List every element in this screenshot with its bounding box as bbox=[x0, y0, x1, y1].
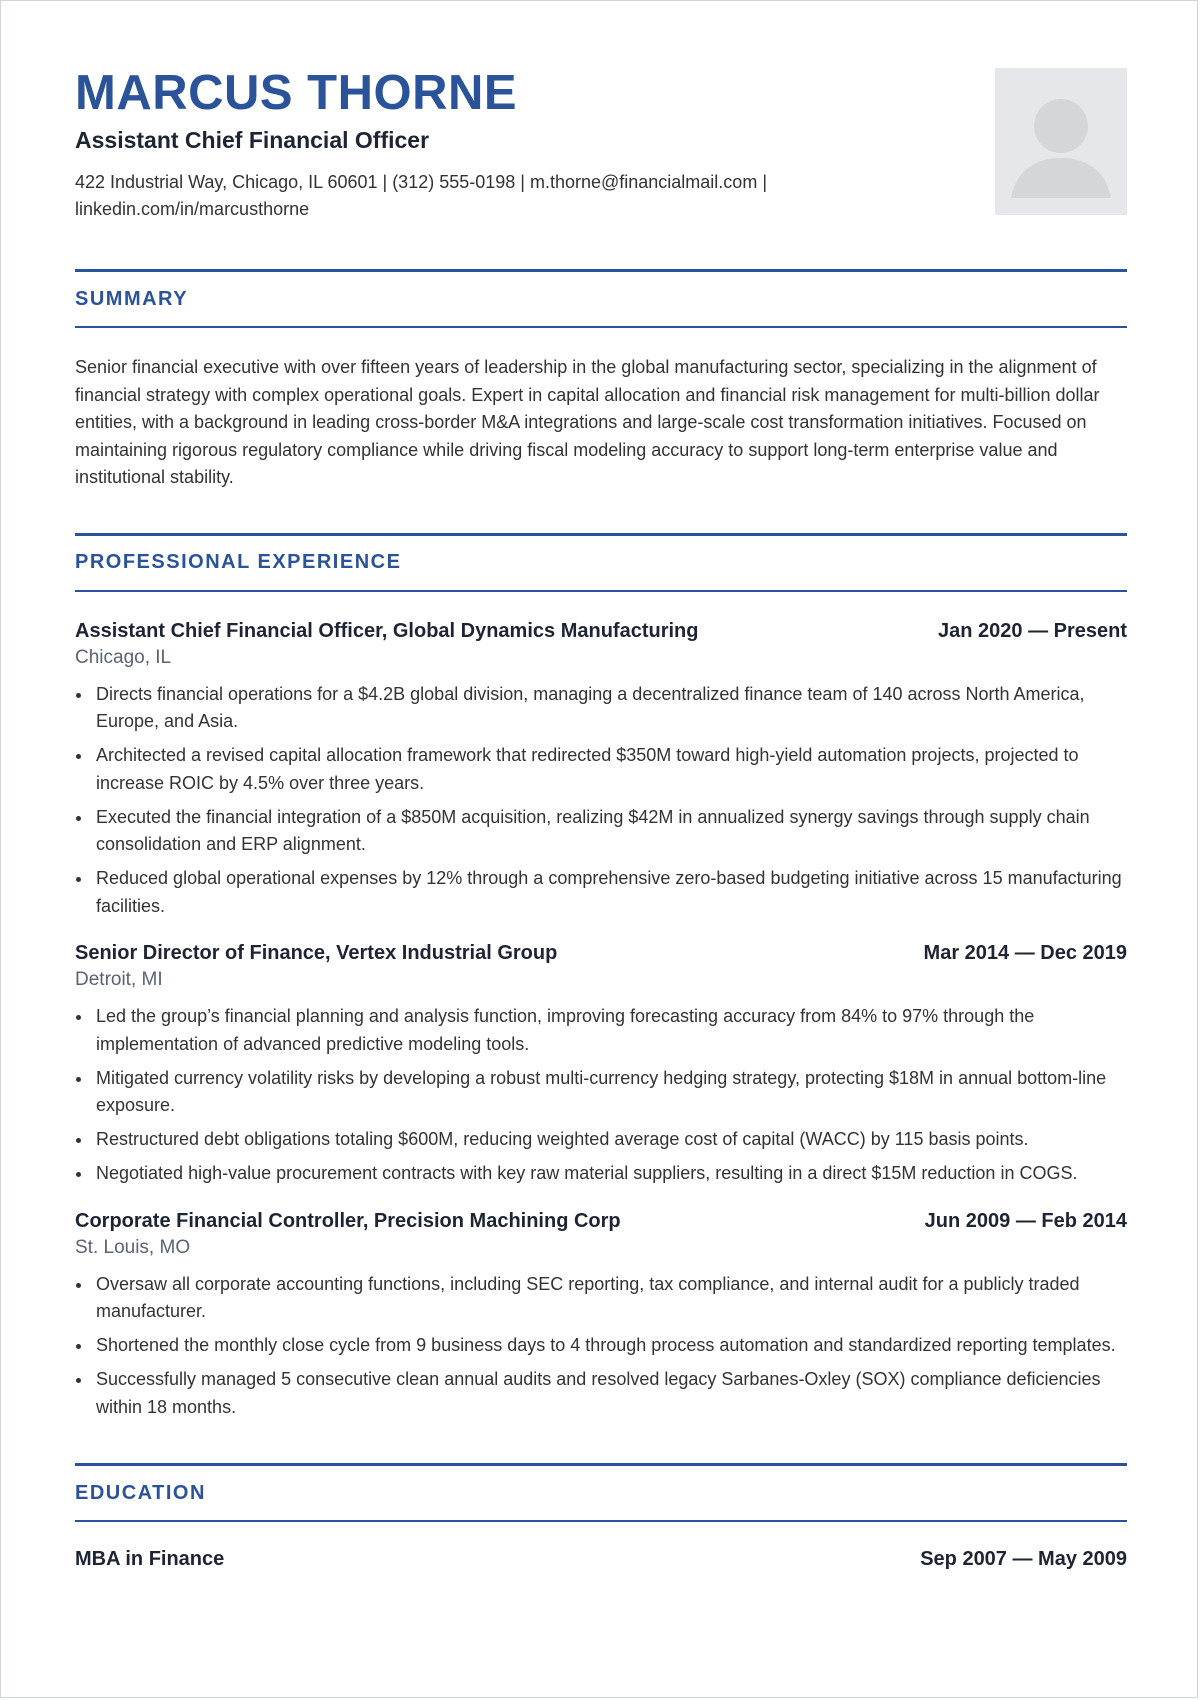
section-title-education: EDUCATION bbox=[75, 1481, 206, 1504]
contact-info: 422 Industrial Way, Chicago, IL 60601 | (312) 555-0198 | m.thorne@financialmail.com | linkedin.com/in/marcusthorne bbox=[75, 172, 767, 219]
candidate-name: MARCUS THORNE bbox=[75, 66, 518, 120]
job-location: Detroit, MI bbox=[75, 969, 163, 990]
job-dates: Mar 2014 — Dec 2019 bbox=[923, 942, 1127, 964]
job-bullet: Directs financial operations for a $4.2B global division, managing a decentralized finance team of 140 across North America, Europe, and Asia. bbox=[75, 681, 1127, 736]
job-header bbox=[75, 940, 1127, 966]
education-degree: MBA in Finance bbox=[75, 1548, 225, 1570]
job-bullets bbox=[75, 681, 1127, 921]
job-header bbox=[75, 1208, 1127, 1234]
job-role: Corporate Financial Controller, Precision Machining Corp bbox=[75, 1209, 621, 1232]
job-bullets bbox=[75, 1271, 1127, 1422]
job-entry bbox=[75, 618, 1127, 921]
job-bullet: Oversaw all corporate accounting functions, including SEC reporting, tax compliance, and internal audit for a publicly traded manufacturer. bbox=[75, 1271, 1127, 1326]
avatar-placeholder-icon bbox=[995, 68, 1127, 215]
job-dates: Jun 2009 — Feb 2014 bbox=[924, 1209, 1127, 1232]
job-bullet: Architected a revised capital allocation framework that redirected $350M toward high-yield automation projects, projected to increase ROIC by 4.5% over three years. bbox=[75, 742, 1127, 797]
job-bullet: Reduced global operational expenses by 12% through a comprehensive zero-based budgeting initiative across 15 manufacturing facilities. bbox=[75, 865, 1127, 920]
job-bullet: Successfully managed 5 consecutive clean annual audits and resolved legacy Sarbanes-Oxley (SOX) compliance deficiencies within 18 months. bbox=[75, 1366, 1127, 1421]
education-section-header bbox=[75, 1463, 1127, 1522]
job-location: Chicago, IL bbox=[75, 646, 172, 668]
resume-header bbox=[75, 1, 1127, 269]
job-location: St. Louis, MO bbox=[75, 1236, 191, 1258]
job-bullet: Led the group’s financial planning and analysis function, improving forecasting accuracy from 84% to 97% through the implementation of advanced predictive modeling tools. bbox=[75, 1003, 1127, 1058]
education-dates: Sep 2007 — May 2009 bbox=[920, 1548, 1127, 1570]
summary-section-header bbox=[75, 269, 1127, 328]
resume-content bbox=[75, 1, 1127, 1572]
job-role: Senior Director of Finance, Vertex Industrial Group bbox=[75, 942, 558, 964]
summary-text: Senior financial executive with over fifteen years of leadership in the global manufacturing sector, specializing in the alignment of financial strategy with complex operational goals. Expert in capital allocation and financial risk management for multi-billion dollar entities, with a background in leading cross-border M&A integrations and large-scale cost transformation initiatives. Focused on maintaining rigorous regulatory compliance while driving fiscal modeling accuracy to support long-term enterprise value and institutional stability. bbox=[75, 357, 1100, 487]
job-entry bbox=[75, 1208, 1127, 1422]
job-bullet: Negotiated high-value procurement contracts with key raw material suppliers, resulting in a direct $15M reduction in COGS. bbox=[75, 1160, 1127, 1188]
job-bullet: Restructured debt obligations totaling $600M, reducing weighted average cost of capital (WACC) by 115 basis points. bbox=[75, 1126, 1127, 1154]
job-header bbox=[75, 618, 1127, 644]
education-entry bbox=[75, 1546, 1127, 1572]
job-bullet: Shortened the monthly close cycle from 9 business days to 4 through process automation and standardized reporting templates. bbox=[75, 1332, 1127, 1360]
job-bullet: Mitigated currency volatility risks by developing a robust multi-currency hedging strategy, protecting $18M in annual bottom-line exposure. bbox=[75, 1065, 1127, 1120]
section-title-experience: PROFESSIONAL EXPERIENCE bbox=[75, 551, 402, 573]
candidate-title: Assistant Chief Financial Officer bbox=[75, 127, 430, 153]
job-bullet: Executed the financial integration of a $850M acquisition, realizing $42M in annualized synergy savings through supply chain consolidation and ERP alignment. bbox=[75, 804, 1127, 859]
job-role: Assistant Chief Financial Officer, Global Dynamics Manufacturing bbox=[75, 619, 699, 642]
job-bullets bbox=[75, 1003, 1127, 1188]
job-entry bbox=[75, 940, 1127, 1188]
section-title-summary: SUMMARY bbox=[75, 287, 189, 310]
job-dates: Jan 2020 — Present bbox=[938, 619, 1127, 642]
experience-section-header bbox=[75, 533, 1127, 592]
